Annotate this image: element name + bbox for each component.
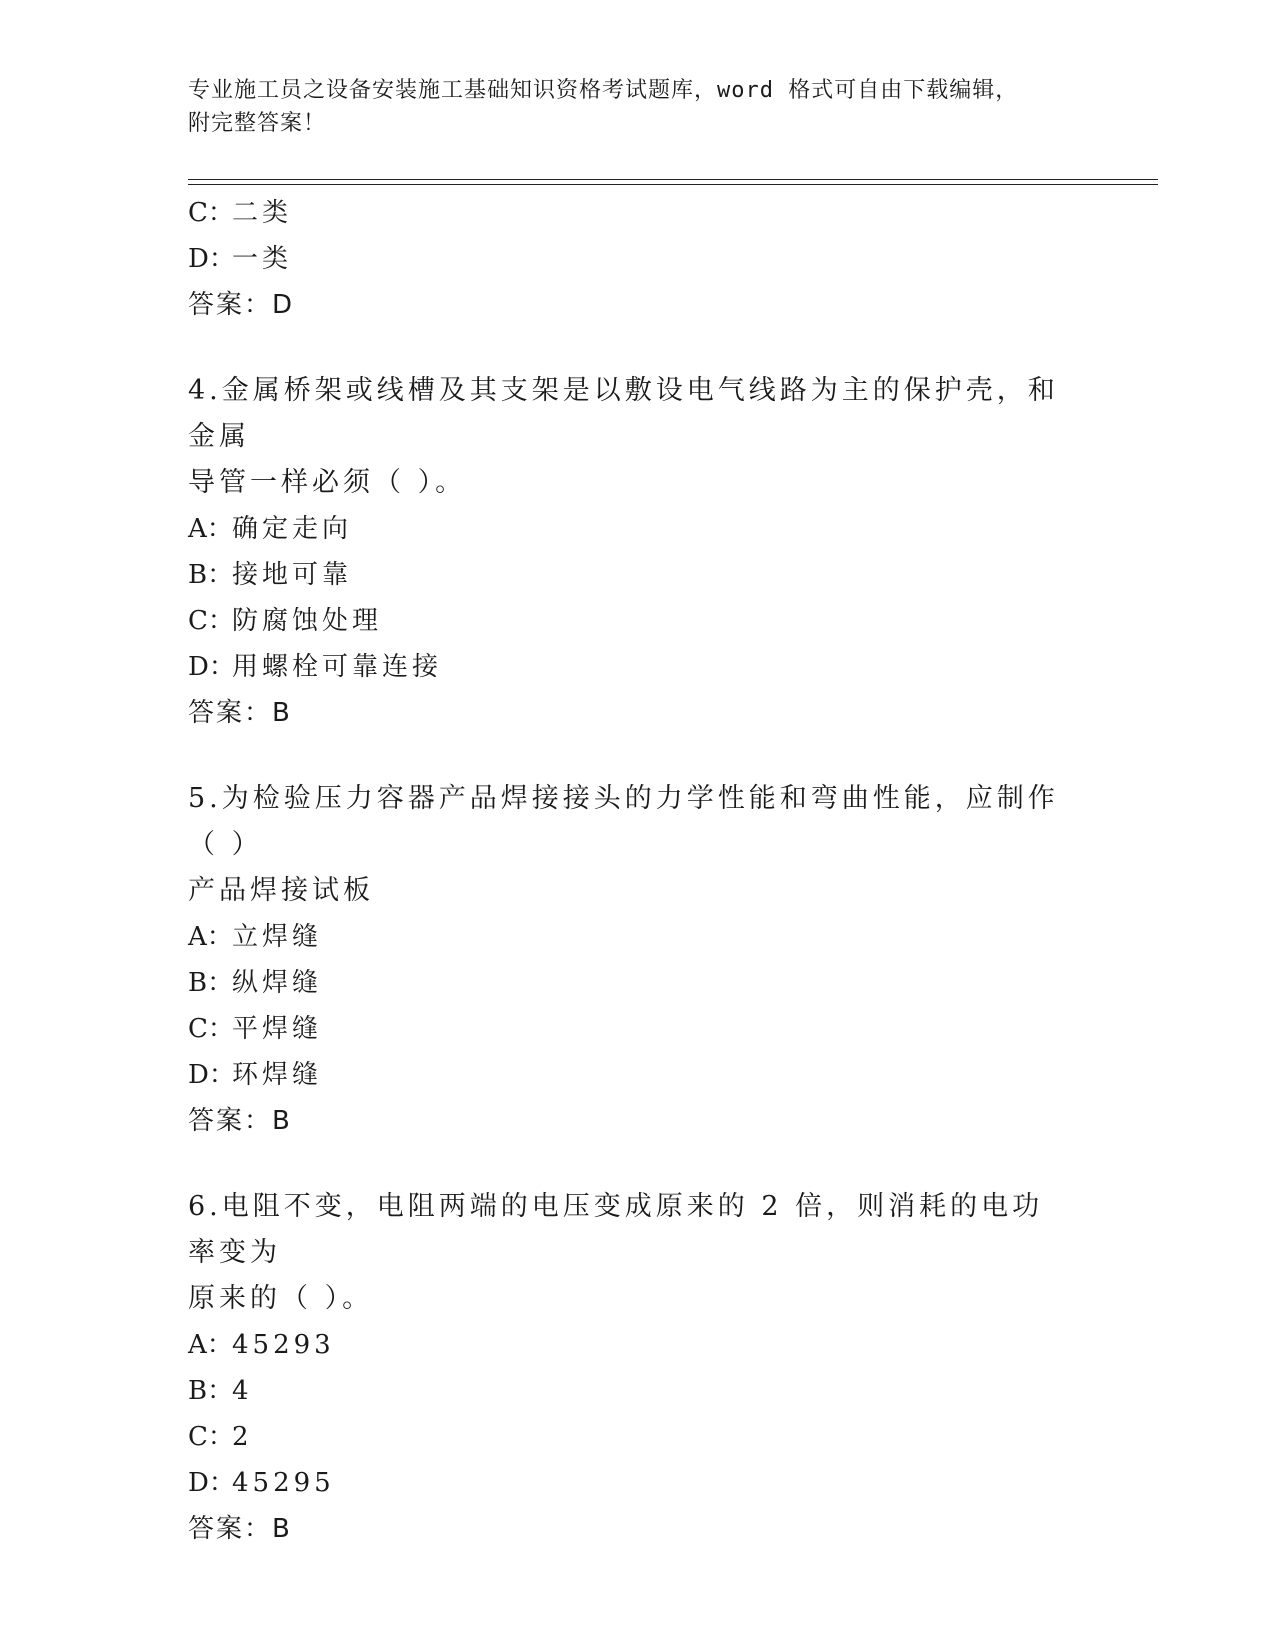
option-letter: C： — [188, 1014, 234, 1044]
option-text: 纵焊缝 — [232, 968, 323, 998]
option-b — [188, 1368, 1088, 1414]
option-letter: A： — [188, 1330, 233, 1360]
leading-question-tail — [188, 190, 1088, 328]
option-letter: B： — [188, 1376, 234, 1406]
option-letter: A： — [188, 922, 233, 952]
option-text: 4 — [232, 1376, 253, 1406]
option-c — [188, 190, 1088, 236]
option-letter: C： — [188, 606, 234, 636]
answer-line: 答案：B — [188, 1106, 292, 1136]
option-d — [188, 1460, 1088, 1506]
option-text: 一类 — [232, 244, 293, 274]
option-b — [188, 960, 1088, 1006]
option-text: 立焊缝 — [232, 922, 323, 952]
question-text — [188, 776, 1068, 914]
question-text — [188, 368, 1068, 506]
option-c — [188, 598, 1088, 644]
option-letter: C： — [188, 1422, 234, 1452]
option-text: 45295 — [232, 1468, 335, 1498]
option-text: 2 — [232, 1422, 253, 1452]
option-letter: D： — [188, 244, 235, 274]
question-text-line: 产品焊接试板 — [188, 875, 374, 906]
option-d — [188, 644, 1088, 690]
option-letter: D： — [188, 652, 235, 682]
option-d — [188, 1052, 1088, 1098]
question-5 — [188, 776, 1088, 1144]
option-letter: C： — [188, 198, 234, 228]
option-text: 防腐蚀处理 — [232, 606, 383, 636]
page-header — [188, 74, 1068, 140]
option-b — [188, 552, 1088, 598]
option-text: 接地可靠 — [232, 560, 353, 590]
answer-line: 答案：D — [188, 290, 295, 320]
option-c — [188, 1414, 1088, 1460]
option-text: 45293 — [232, 1330, 335, 1360]
option-text: 二类 — [232, 198, 293, 228]
question-text-line: 5.为检验压力容器产品焊接接头的力学性能和弯曲性能，应制作（ ） — [188, 783, 1059, 860]
header-line-1: 专业施工员之设备安装施工基础知识资格考试题库，word 格式可自由下载编辑， — [188, 78, 1019, 103]
header-double-rule — [188, 179, 1158, 185]
answer-line: 答案：B — [188, 698, 292, 728]
option-a — [188, 506, 1088, 552]
document-body — [188, 190, 1088, 1552]
option-letter: B： — [188, 968, 234, 998]
option-letter: B： — [188, 560, 234, 590]
option-text: 用螺栓可靠连接 — [232, 652, 443, 682]
option-text: 平焊缝 — [232, 1014, 323, 1044]
question-text-line: 导管一样必须（ ）。 — [188, 467, 467, 498]
option-d — [188, 236, 1088, 282]
question-text — [188, 1184, 1068, 1322]
option-a — [188, 914, 1088, 960]
header-line-2: 附完整答案！ — [188, 111, 327, 136]
question-6 — [188, 1184, 1088, 1552]
question-text-line: 6.电阻不变，电阻两端的电压变成原来的 2 倍，则消耗的电功率变为 — [188, 1191, 1044, 1268]
question-text-line: 原来的（ ）。 — [188, 1283, 374, 1314]
option-letter: D： — [188, 1468, 235, 1498]
option-letter: D： — [188, 1060, 235, 1090]
option-letter: A： — [188, 514, 233, 544]
answer-line: 答案：B — [188, 1514, 292, 1544]
question-4 — [188, 368, 1088, 736]
question-text-line: 4.金属桥架或线槽及其支架是以敷设电气线路为主的保护壳，和金属 — [188, 375, 1059, 452]
option-a — [188, 1322, 1088, 1368]
option-text: 环焊缝 — [232, 1060, 323, 1090]
option-c — [188, 1006, 1088, 1052]
option-text: 确定走向 — [232, 514, 353, 544]
